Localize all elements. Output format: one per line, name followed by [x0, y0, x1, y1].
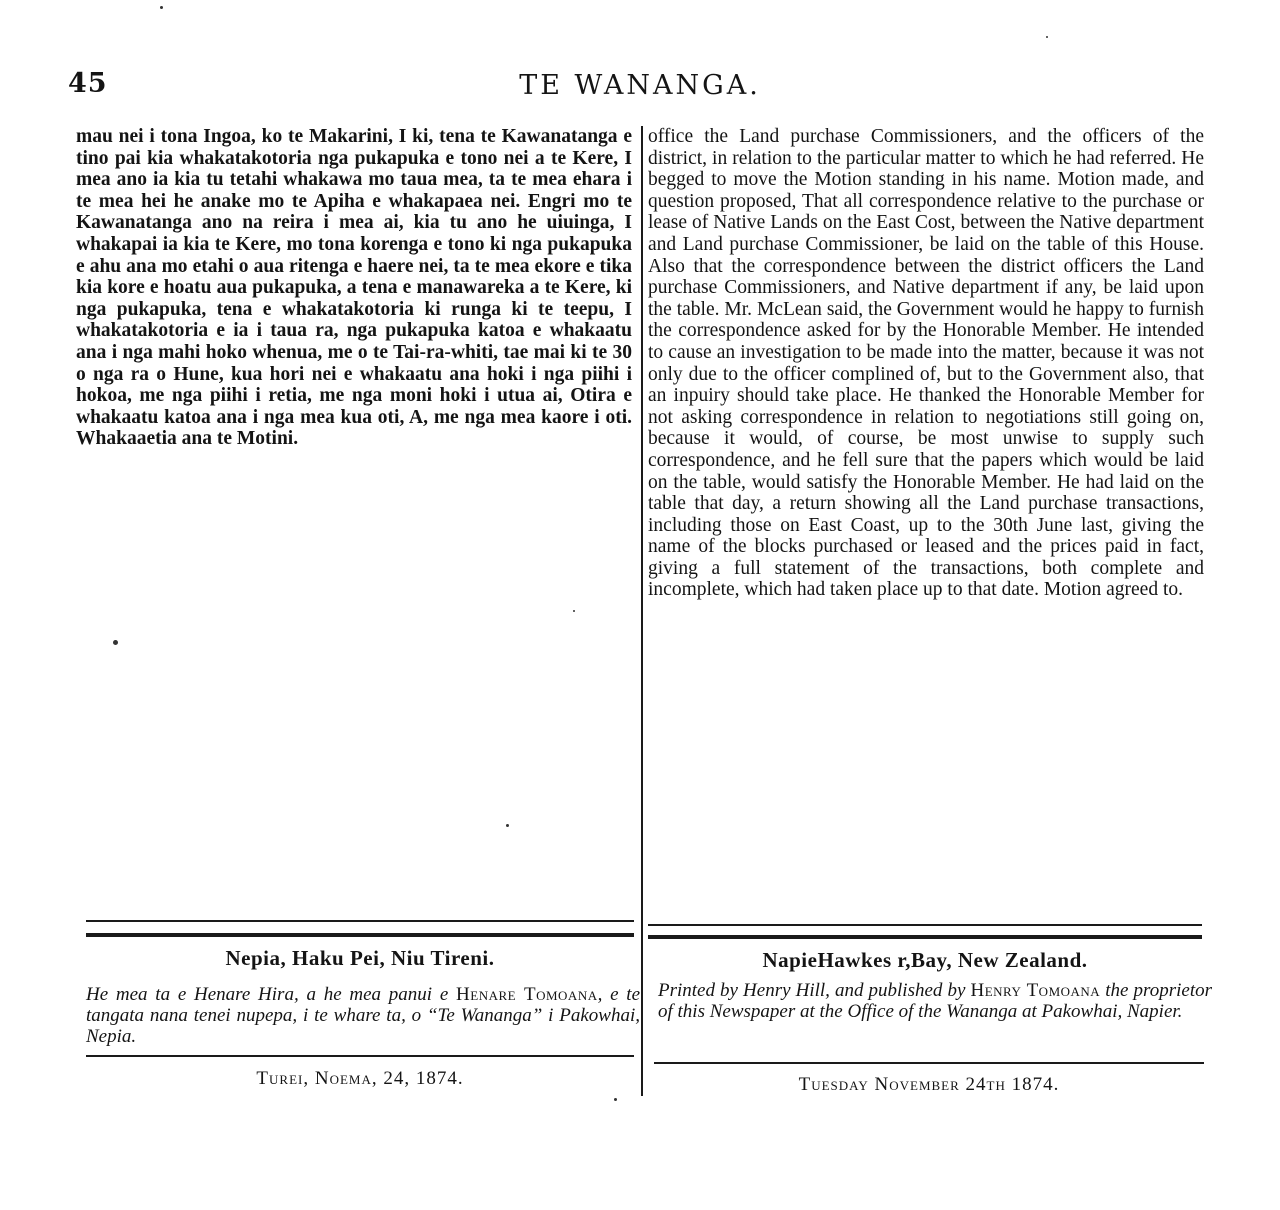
scan-speck	[614, 1098, 617, 1101]
imprint-rule-thin-right	[648, 924, 1202, 926]
imprint-rule-bottom	[86, 1055, 634, 1057]
imprint-place-english: NapieHawkes r,Bay, New Zealand.	[762, 948, 1088, 972]
publisher-name-maori: Henare Tomoana	[456, 984, 598, 1005]
imprint-rule-thick	[86, 933, 634, 937]
scan-speck	[160, 6, 163, 9]
english-report-text: office the Land purchase Commissioners, and the officers of the district, in relation to the particular matter to which he had referred. He begged to move the Motion standing in his name. Motion made, and question proposed, That all correspondence relative to the purchase or lease of Native Lands on the East Cost, between the Native department and Land purchase Commissioner, be laid on the table of this House. Also that the correspondence between the district officers the Land purchase Commissioners, and Native department if any, be laid upon the table. Mr. McLean said, the Government would he happy to furnish the correspondence asked for by the Honorable Member. He intended to cause an investigation to be made into the matter, because it was not only due to the officer complined of, but to the Government also, that an inpuiry should take place. He thanked the Honorable Member for not asking correspondence in relation to negotiations still going on, because it would, of course, be most unwise to supply such correspondence, and he fell sure that the papers which would be laid on the table, would satisfy the Honorable Member. He had laid on the table that day, a return showing all the Land purchase transactions, including those on East Coast, up to the 30th June last, giving the name of the blocks purchased or leased and the prices paid in fact, giving a full statement of the transactions, both complete and incomplete, which had taken place up to that date. Motion agreed to.	[648, 126, 1204, 601]
page-number: 45	[68, 68, 108, 99]
imprint-rule-thin	[86, 920, 634, 922]
scan-speck	[573, 610, 575, 612]
scan-speck	[506, 824, 509, 827]
imprint-text-english-tail: the proprietor of this Newspaper at the Office of the Wananga at Pakowhai, Napier.	[658, 980, 1212, 1022]
column-divider	[641, 126, 643, 1096]
imprint-place-maori: Nepia, Haku Pei, Niu Tireni.	[225, 946, 495, 970]
imprint-text-english-lead: Printed by Henry Hill, and published by	[658, 980, 966, 1001]
publisher-name-english: Henry Tomoana	[970, 980, 1101, 1001]
imprint-rule-bottom-right	[654, 1062, 1204, 1064]
scan-speck	[113, 640, 118, 645]
newspaper-title: TE WANANGA.	[519, 70, 761, 101]
imprint-text-maori	[86, 984, 640, 1047]
imprint-rule-thick-right	[648, 935, 1202, 939]
dateline-maori: Turei, Noema, 24, 1874.	[256, 1068, 464, 1089]
maori-report-text: mau nei i tona Ingoa, ko te Makarini, I ki, tena te Kawanatanga e tino pai kia whakatakotoria nga pukapuka e tono nei a te Kere, I mea ano ia kia tu tetahi whakawa mo taua mea, ta te mea ehara i te mea hei he anake mo te Apiha e whakapaea nei. Engri mo te Kawanatanga ano na reira i mea ai, kia tu ano he uiuinga, I whakapai ia kia te Kere, mo tona korenga e tono ki nga pukapuka e ahu ana mo etahi o aua ritenga e haere nei, ta te mea ekore e tika kia kore e hoatu aua pukapuka, a tena e manawareka a te Kere, ki nga pukapuka, tena e whakatakotoria ki runga ki te teepu, I whakatakotoria e ia i taua ra, nga pukapuka katoa e whakaatu ana i nga mahi hoko whenua, me o te Tai-ra-whiti, tae mai ki te 30 o nga ra o Hune, kua hori nei e whakaatu ana hoki i nga piihi i hokoa, me nga piihi i retia, me nga moni hoki i utua ai, Otira e whakaatu katoa ana i nga mea kua oti, A, me nga mea kaore i oti. Whakaaetia ana te Motini.	[76, 126, 632, 450]
maori-report-column	[76, 126, 632, 450]
dateline-english: Tuesday November 24th 1874.	[798, 1074, 1060, 1095]
scan-speck	[1046, 36, 1048, 38]
imprint-text-maori-lead: He mea ta e Henare Hira, a he mea panui e	[86, 984, 449, 1005]
imprint-text-english	[658, 980, 1212, 1022]
imprint-text-maori-tail: , e te tangata nana tenei nupepa, i te whare ta, o “Te Wananga” i Pakowhai, Nepia.	[86, 984, 641, 1047]
english-report-column	[648, 126, 1204, 601]
